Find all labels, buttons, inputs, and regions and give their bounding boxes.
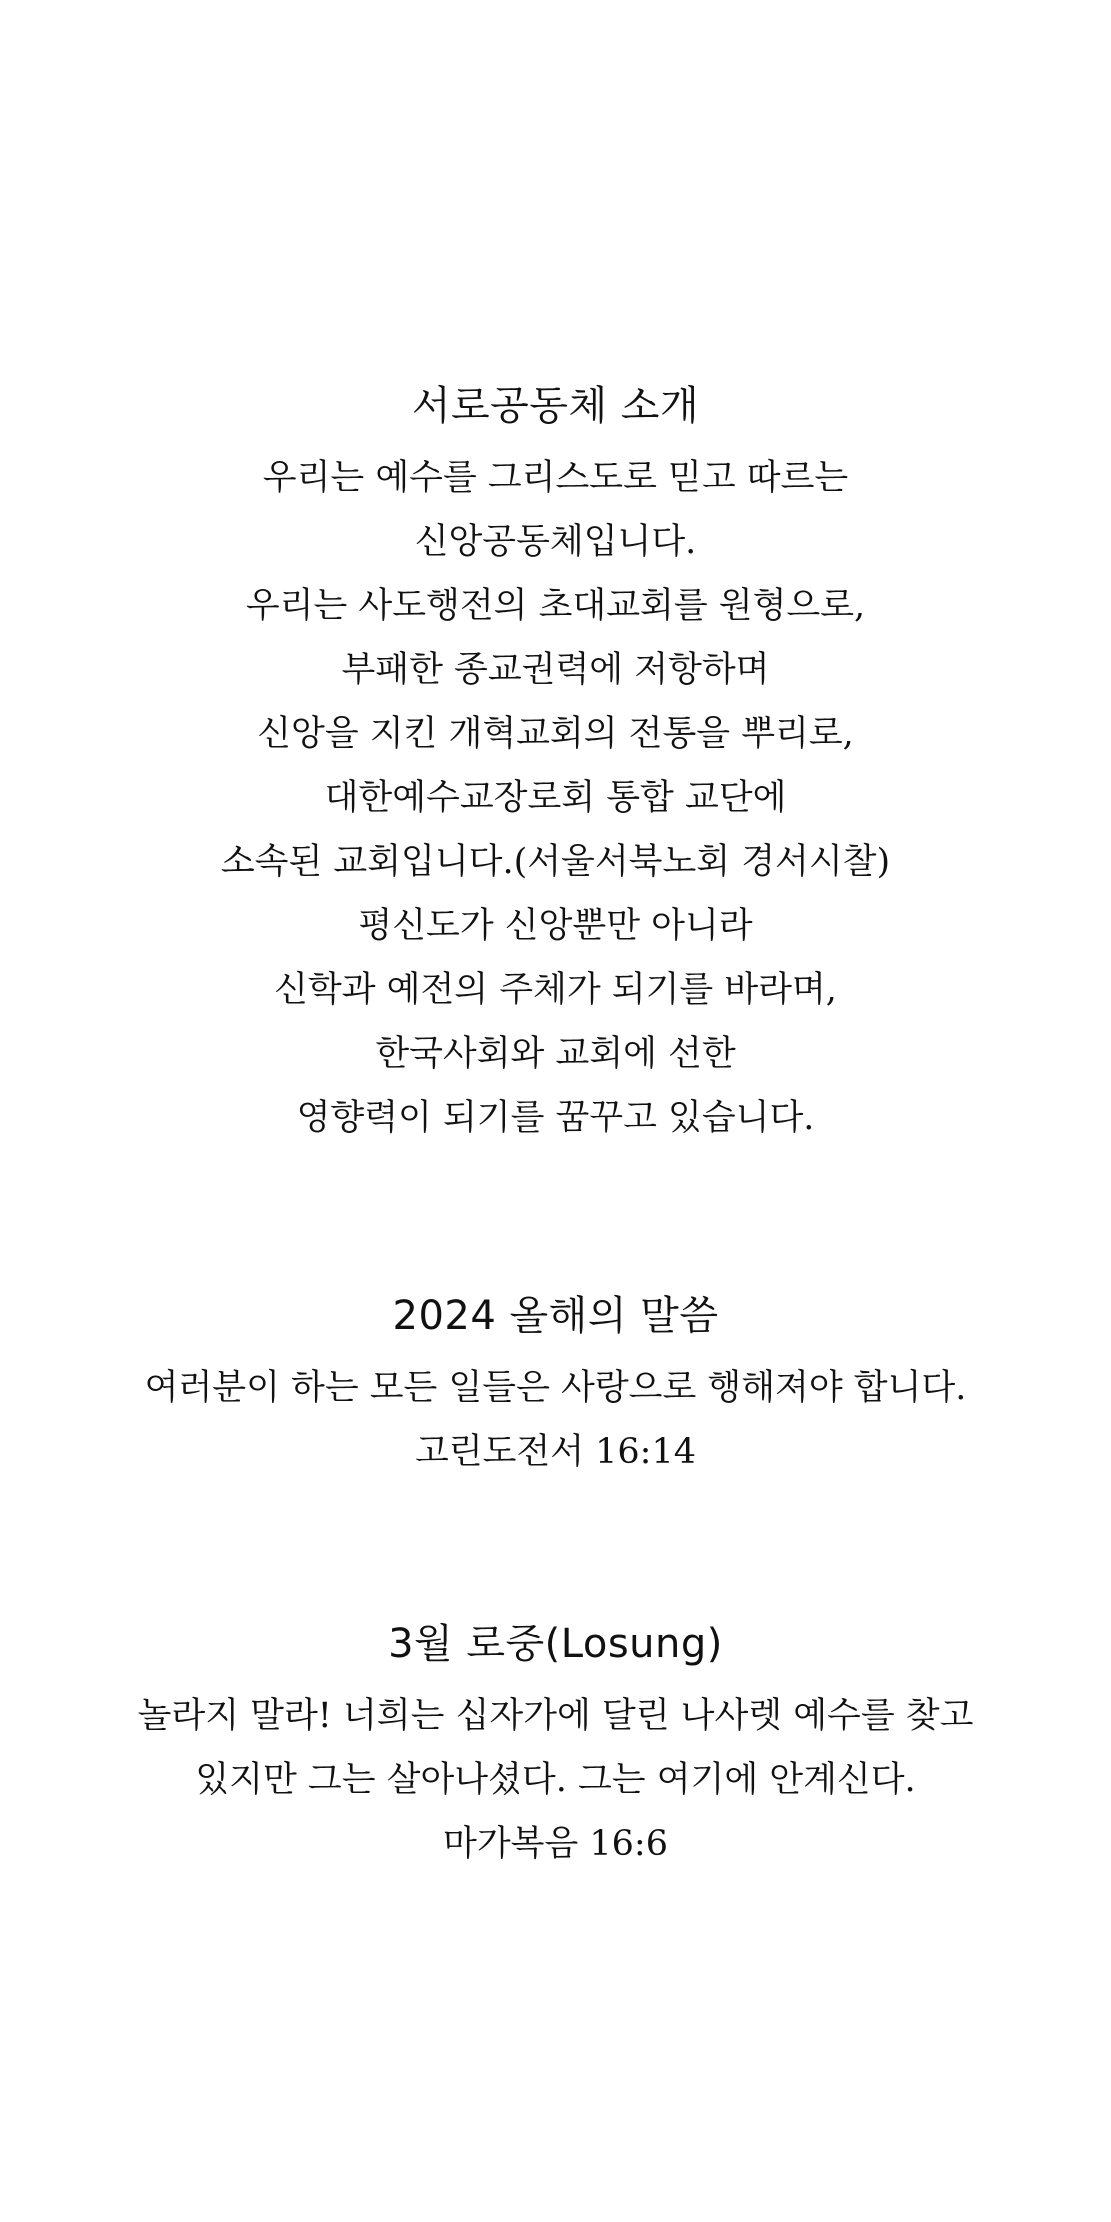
intro-line-2: 신앙공동체입니다. <box>414 522 697 562</box>
intro-line-5: 신앙을 지킨 개혁교회의 전통을 뿌리로, <box>257 714 854 754</box>
intro-title: 서로공동체 소개 <box>411 383 700 429</box>
title-spacer <box>0 1348 1111 1356</box>
year-verse-reference: 고린도전서 16:14 <box>414 1432 697 1472</box>
intro-section <box>0 374 1111 1150</box>
year-verse-title: 2024 올해의 말씀 <box>392 1293 719 1339</box>
losung-text-line-2: 있지만 그는 살아나셨다. 그는 여기에 안계신다. <box>195 1760 916 1800</box>
year-verse-section <box>0 1284 1111 1484</box>
intro-line-11: 영향력이 되기를 꿈꾸고 있습니다. <box>296 1098 815 1138</box>
losung-section <box>0 1612 1111 1876</box>
intro-line-7: 소속된 교회입니다.(서울서북노회 경서시찰) <box>220 842 891 882</box>
intro-line-1: 우리는 예수를 그리스도로 믿고 따르는 <box>262 458 849 498</box>
intro-line-10: 한국사회와 교회에 선한 <box>375 1034 736 1074</box>
year-verse-text: 여러분이 하는 모든 일들은 사랑으로 행해져야 합니다. <box>144 1368 967 1408</box>
title-spacer <box>0 1676 1111 1684</box>
intro-line-3: 우리는 사도행전의 초대교회를 원형으로, <box>245 586 866 626</box>
losung-title: 3월 로중(Losung) <box>388 1621 723 1667</box>
title-spacer <box>0 438 1111 446</box>
intro-line-8: 평신도가 신앙뿐만 아니라 <box>358 906 753 946</box>
losung-text-line-1: 놀라지 말라! 너희는 십자가에 달린 나사렛 예수를 찾고 <box>137 1696 974 1736</box>
intro-line-9: 신학과 예전의 주체가 되기를 바라며, <box>274 970 837 1010</box>
intro-line-6: 대한예수교장로회 통합 교단에 <box>324 778 787 818</box>
losung-reference: 마가복음 16:6 <box>443 1824 668 1864</box>
intro-line-4: 부패한 종교권력에 저항하며 <box>341 650 770 690</box>
